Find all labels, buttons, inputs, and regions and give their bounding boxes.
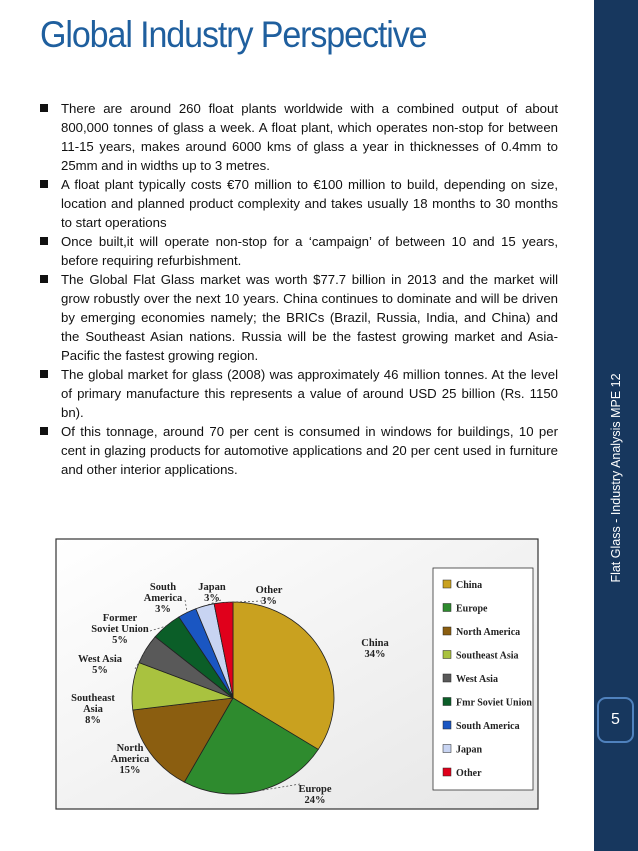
slice-label-west-asia: 5% <box>92 665 108 676</box>
slice-label-former-soviet-union: 5% <box>112 635 128 646</box>
legend-swatch-japan <box>443 745 451 753</box>
slice-label-other: Other <box>255 585 283 596</box>
slice-label-other: 3% <box>261 596 277 607</box>
legend-swatch-china <box>443 580 451 588</box>
slice-label-europe: 24% <box>304 795 326 806</box>
sidebar-vertical-text: Flat Glass - Industry Analysis MPE 12 <box>609 373 623 583</box>
bullet-item <box>40 365 558 422</box>
slice-label-north-america: America <box>110 754 150 765</box>
bullet-text: The Global Flat Glass market was worth $77.7 billion in 2013 and the market will grow robustly over the next 10 years. China continues to dominate and will be driven by emerging economies namely; the BRICs (Brazil, Russia, India, and China) and the Southeast Asian nations. Russia will be the fastest growing market and Asia-Pacific the fastest growing region. <box>61 272 558 363</box>
legend-swatch-former-soviet-union <box>443 698 451 706</box>
slice-label-europe: Europe <box>298 784 332 795</box>
bullet-square-icon <box>40 275 48 283</box>
slice-label-japan: 3% <box>204 593 220 604</box>
slice-label-china: China <box>361 638 389 649</box>
legend-swatch-north-america <box>443 627 451 635</box>
legend-label-europe: Europe <box>456 603 488 615</box>
slice-label-china: 34% <box>364 649 386 660</box>
bullet-text: There are around 260 float plants worldwide with a combined output of about 800,000 tonnes of glass a week. A float plant, which operates non-stop for between 11-15 years, makes around 6000 kms of glass a year in thicknesses of 0.4mm to 25mm and in widths up to 3 metres. <box>61 101 558 173</box>
legend-swatch-europe <box>443 604 451 612</box>
legend-label-other: Other <box>456 768 482 779</box>
slice-label-former-soviet-union: Soviet Union <box>91 624 149 635</box>
bullet-square-icon <box>40 427 48 435</box>
page-number: 5 <box>597 697 634 743</box>
legend-label-west-asia: West Asia <box>456 674 498 685</box>
bullet-item <box>40 232 558 270</box>
legend-swatch-south-america <box>443 721 451 729</box>
slice-label-north-america: North <box>116 743 144 754</box>
bullet-item <box>40 175 558 232</box>
bullet-square-icon <box>40 237 48 245</box>
bullet-item <box>40 270 558 365</box>
bullet-item <box>40 422 558 479</box>
bullet-text: Of this tonnage, around 70 per cent is consumed in windows for buildings, 10 per cent in glazing products for automotive applications and 20 per cent used in furniture and other interior applications. <box>61 424 558 477</box>
slice-label-south-america: America <box>143 593 183 604</box>
slice-label-former-soviet-union: Former <box>102 613 138 624</box>
slice-label-west-asia: West Asia <box>77 654 123 665</box>
bullet-list <box>40 99 558 479</box>
slice-label-south-america: South <box>149 582 177 593</box>
legend-label-southeast-asia: Southeast Asia <box>456 650 519 662</box>
bullet-square-icon <box>40 370 48 378</box>
legend-label-china: China <box>456 580 483 591</box>
legend-label-north-america: North America <box>456 627 521 638</box>
bullet-text: A float plant typically costs €70 million to €100 million to build, depending on size, location and planned product complexity and takes usually 18 months to 30 months to start operations <box>61 177 558 230</box>
pie-chart-area <box>55 538 539 810</box>
legend-label-south-america: South America <box>456 721 520 732</box>
slice-label-south-america: 3% <box>155 604 171 615</box>
legend-label-former-soviet-union: Fmr Soviet Union <box>456 697 532 709</box>
slice-label-southeast-asia: 8% <box>85 715 101 726</box>
bullet-item <box>40 99 558 175</box>
legend-swatch-southeast-asia <box>443 651 451 659</box>
slice-label-north-america: 15% <box>119 765 141 776</box>
slice-label-southeast-asia: Asia <box>83 704 103 715</box>
bullet-square-icon <box>40 180 48 188</box>
legend-swatch-other <box>443 768 451 776</box>
slice-label-japan: Japan <box>198 582 226 593</box>
page-title: Global Industry Perspective <box>40 14 427 55</box>
bullet-text: The global market for glass (2008) was approximately 46 million tonnes. At the level of primary manufacture this represents a value of around USD 25 billion (Rs. 1150 bn). <box>61 367 558 420</box>
bullet-square-icon <box>40 104 48 112</box>
pie-chart <box>55 538 539 810</box>
slice-label-southeast-asia: Southeast <box>71 693 115 704</box>
legend-label-japan: Japan <box>456 744 483 756</box>
bullet-text: Once built,it will operate non-stop for a ‘campaign’ of between 10 and 15 years, before requiring refurbishment. <box>61 234 558 268</box>
legend-swatch-west-asia <box>443 674 451 682</box>
